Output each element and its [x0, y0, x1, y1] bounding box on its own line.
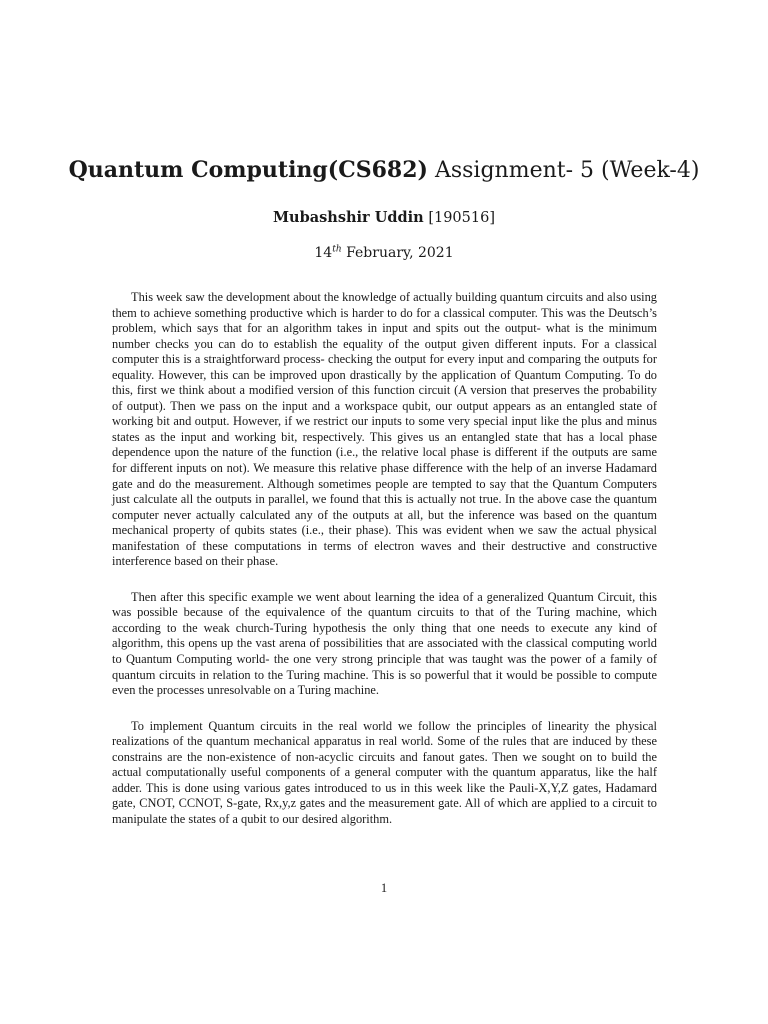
author-id: [190516] — [428, 210, 495, 226]
paragraph-3: To implement Quantum circuits in the real world we follow the principles of linearity the physical realizations of the quantum mechanical apparatus in real world. Some of the rules that are induced by these constrains are the non-existence of non-acyclic circuits and fanout gates. Then we sought on to build the actual computationally useful components of a general computer with the quantum apparatus, like the half adder. This is done using various gates introduced to us in this week like the Pauli-X,Y,Z gates, Hadamard gate, CNOT, CCNOT, S-gate, Rx,y,z gates and the measurement gate. All of which are applied to a circuit to manipulate the states of a qubit to our desired algorithm. — [112, 718, 657, 826]
title-assignment: Assignment- 5 (Week-4) — [434, 158, 700, 183]
page-number: 1 — [380, 881, 388, 895]
title-course: Quantum Computing(CS682) — [68, 157, 428, 183]
author-name: Mubashshir Uddin — [273, 209, 424, 226]
author-line — [0, 208, 768, 228]
document-title — [0, 155, 768, 186]
paragraph-2: Then after this specific example we went about learning the idea of a generalized Quantum Circuit, this was possible because of the equivalence of the quantum circuits to that of the Turing machine, which according to the weak church-Turing hypothesis the only thing that one needs to execute any kind of algorithm, this opens up the vast arena of possibilities that are associated with the classical computing world to Quantum Computing world- the one very strong principle that was taught was the power of a family of quantum circuits in relation to the Turing machine. This is so powerful that it would be possible to compute even the processes unresolvable on a Turing machine. — [112, 589, 657, 698]
date-day: 14 — [314, 245, 333, 261]
paragraph-1: This week saw the development about the knowledge of actually building quantum circuits and also using them to achieve something productive which is harder to do for a classical computer. This was the Deutsch’s problem, which says that for an algorithm takes in input and spits out the output- what is the minimum number checks you can do to establish the equality of the output given different inputs. For a classical computer this is a straightforward process- checking the output for every input and comparing the outputs for equality. However, this can be improved upon drastically by the application of Quantum Computing. To do this, first we think about a modified version of this function circuit (A version that preserves the probability of output). Then we pass on the input and a workspace qubit, our output appears as an entangled state of working bit and output. However, if we restrict our inputs to some very special input like the plus and minus states as the input and working bit, respectively. This gives us an entangled state that has a local phase dependence upon the nature of the function (i.e., the relative local phase is different if the outputs are same for different inputs on not). We measure this relative phase difference with the help of an inverse Hadamard gate and do the measurement. Although sometimes people are tempted to say that the Quantum Computers just calculate all the outputs in parallel, we found that this is actually not true. In the above case the quantum computer never actually calculated any of the outputs at all, but the inference was based on the quantum mechanical property of qubits states (i.e., their phase). This was evident when we saw the actual physical manifestation of these computations in terms of electron waves and their destructive and constructive interference based on their phase. — [112, 290, 657, 569]
date-month-year: February, 2021 — [346, 245, 454, 261]
date-suffix: th — [332, 244, 342, 255]
document-date — [0, 243, 768, 263]
document-body — [112, 290, 657, 848]
